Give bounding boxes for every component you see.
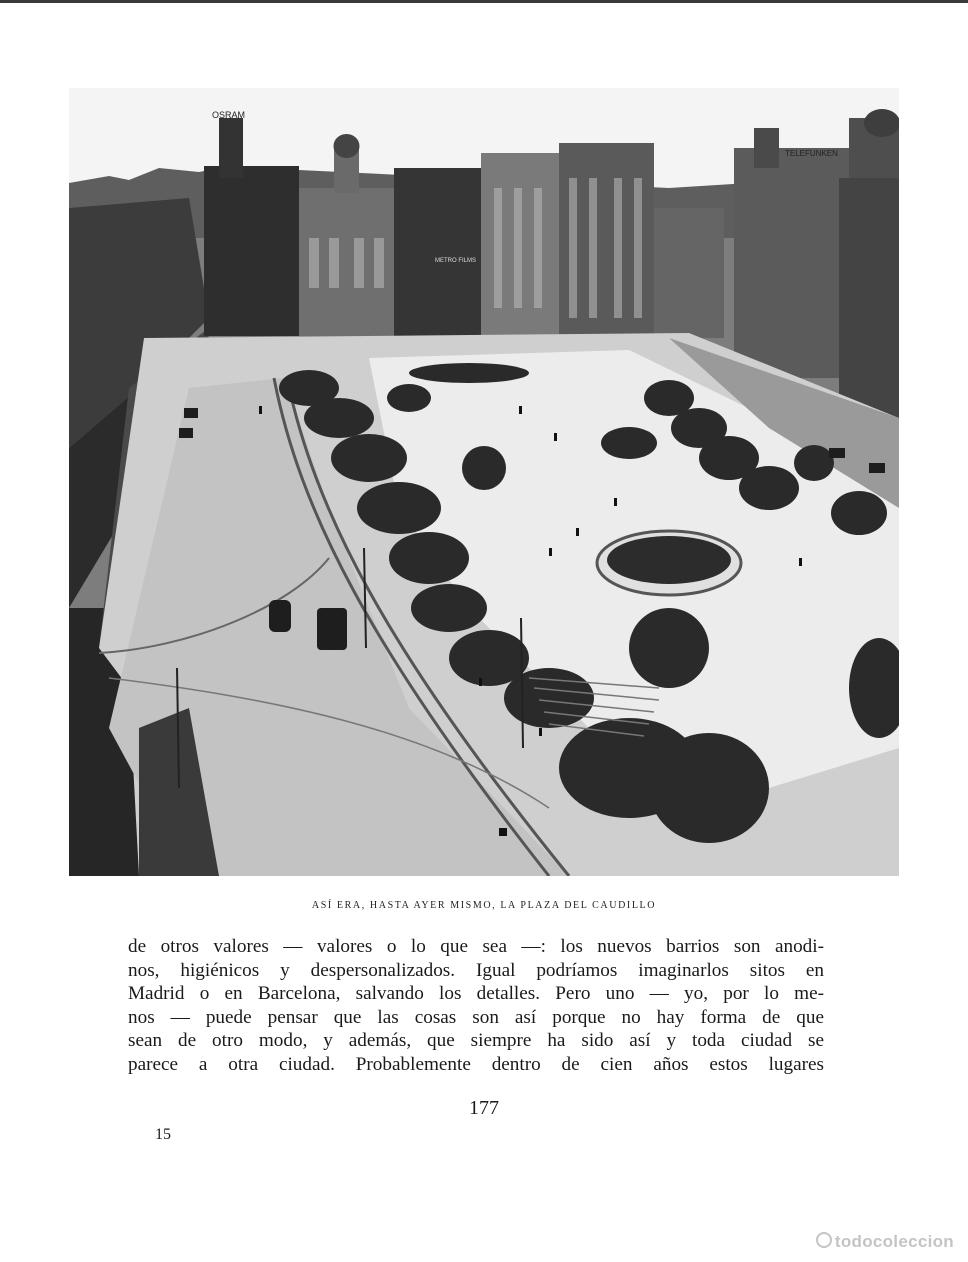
body-line: de otros valores — valores o lo que sea —: los nuevos barrios son anodi- [128, 936, 824, 957]
body-line: nos, higiénicos y despersonalizados. Igual podríamos imaginarlos sitos en [128, 959, 824, 981]
top-rule [0, 0, 968, 3]
sign-telefunken: TELEFUNKEN [785, 149, 838, 158]
sign-metro-films: METRO FILMS [435, 258, 477, 264]
photo-caption: ASÍ ERA, HASTA AYER MISMO, LA PLAZA DEL CAUDILLO [311, 900, 657, 911]
watermark [816, 1232, 954, 1252]
watermark-logo-icon [816, 1232, 832, 1248]
body-line: parece a otra ciudad. Probablemente dentro de cien años estos lugares [128, 1053, 824, 1075]
signature-number: 15 [155, 1126, 171, 1143]
watermark-text: todocoleccion [834, 1232, 954, 1251]
body-line: Madrid o en Barcelona, salvando los detalles. Pero uno — yo, por lo me- [128, 983, 824, 1004]
body-line: nos — puede pensar que las cosas son así porque no hay forma de que [128, 1006, 824, 1028]
body-line: sean de otro modo, y además, que siempre ha sido así y toda ciudad se [128, 1030, 824, 1051]
sign-osram: OSRAM [212, 110, 246, 120]
body-paragraph [128, 935, 824, 1076]
plaza-photograph [69, 88, 899, 876]
page-number: 177 [469, 1097, 499, 1119]
